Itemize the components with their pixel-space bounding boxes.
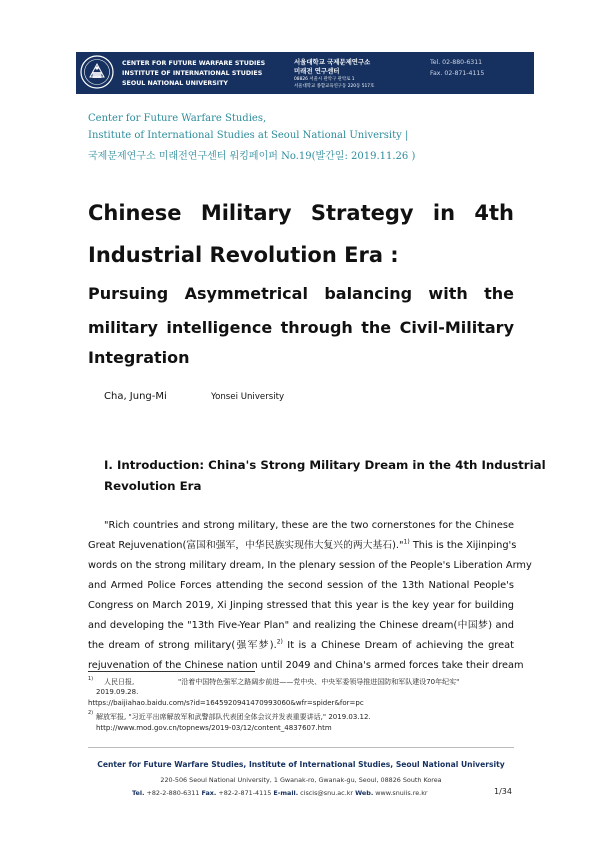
- header-institute-line: Institute of International Studies at Seoul National University |: [88, 130, 409, 141]
- author-name: Cha, Jung-Mi: [104, 391, 167, 402]
- footnote-1-number: 1): [88, 676, 94, 682]
- footer-divider: [88, 747, 514, 748]
- body-line: the dream of strong military(强军梦).$^{2)}$ It is a Chinese Dream of achieving the great: [88, 638, 514, 651]
- body-paragraph: [88, 516, 532, 676]
- banner-en-line2: INSTITUTE OF INTERNATIONAL STUDIES: [122, 70, 263, 77]
- footer-address: 220-506 Seoul National University, 1 Gwanak-ro, Gwanak-gu, Seoul, 08826 South Korea: [160, 776, 442, 784]
- body-line: Great Rejuvenation(富国和强军，中华民族实现伟大复兴的两大基石)."$^{1)}$ This is the Xijinping's: [88, 538, 517, 551]
- footnote-1-url[interactable]: https://baijiahao.baidu.com/s?id=1645920941470993060&wfr=spider&for=pc: [88, 699, 364, 707]
- footnote-divider: [88, 671, 255, 672]
- footer-institution: Center for Future Warfare Studies, Institute of International Studies, Seoul National University: [97, 760, 505, 769]
- header-working-paper-line: 국제문제연구소 미래전연구센터 워킹페이퍼 No.19(발간일: 2019.11.26 ): [88, 151, 416, 162]
- snu-seal-logo: [80, 55, 114, 89]
- body-line: words on the strong military dream, In the plenary session of the People's Liberation Army: [88, 560, 532, 571]
- paper-subtitle-line2: military intelligence through the Civil-Military: [88, 318, 514, 337]
- paper-title-line2: Industrial Revolution Era :: [88, 243, 399, 267]
- footnote-1-source: 人民日报,: [104, 678, 135, 686]
- body-line: "Rich countries and strong military, these are the two cornerstones for the Chinese: [104, 520, 514, 531]
- body-line: rejuvenation of the Chinese nation until 2049 and China's armed forces take their dream: [88, 660, 524, 671]
- footnote-2-url[interactable]: http://www.mod.gov.cn/topnews/2019-03/12/content_4837607.htm: [96, 724, 332, 732]
- banner-en-line3: SEOUL NATIONAL UNIVERSITY: [122, 80, 228, 87]
- header-center-line: Center for Future Warfare Studies,: [88, 113, 267, 124]
- footnote-2-number: 2): [88, 710, 94, 716]
- footnote-1-title: "沿着中国特色强军之路阔步前进——党中央、中央军委领导推进国防和军队建设70年纪实": [178, 678, 460, 686]
- footer-contacts: Tel. +82-2-880-6311 Fax. +82-2-871-4115 E-mail. ciscis@snu.ac.kr Web. www.snuiis.re.kr: [132, 789, 428, 797]
- footnote-2-text: 解放军报, "习近平出席解放军和武警部队代表团全体会议并发表重要讲话," 2019.03.12.: [96, 713, 371, 721]
- banner-fax: Fax. 02-871-4115: [430, 70, 485, 77]
- banner-kr-address2: 서울대학교 종합교육연구동 220동 517호: [294, 84, 375, 89]
- footnote-ref-1: 1): [403, 538, 410, 546]
- banner-en-line1: CENTER FOR FUTURE WARFARE STUDIES: [122, 60, 266, 67]
- footnote-ref-2: 2): [276, 638, 283, 646]
- body-line: and Armed Police Forces attending the second session of the 13th National People's: [88, 580, 514, 591]
- author-affiliation: Yonsei University: [211, 392, 285, 402]
- banner-kr-address1: 08826 서울시 관악구 관악로 1: [294, 77, 355, 82]
- paper-subtitle-line3: Integration: [88, 348, 190, 367]
- footnote-1-date: 2019.09.28.: [96, 688, 139, 696]
- header-banner: [76, 52, 534, 94]
- paper-title-line1: Chinese Military Strategy in 4th: [88, 201, 514, 225]
- body-line: Congress on March 2019, Xi Jinping stressed that this year is the key year for building: [88, 600, 514, 611]
- banner-kr-line2: 미래전 연구센터: [294, 67, 340, 75]
- banner-tel: Tel. 02-880-6311: [430, 59, 483, 66]
- section-heading-line2: Revolution Era: [104, 479, 202, 493]
- page-number: 1/34: [494, 787, 512, 796]
- banner-kr-line1: 서울대학교 국제문제연구소: [294, 58, 371, 66]
- body-line: and developing the "13th Five-Year Plan" and realizing the Chinese dream(中国梦) and: [88, 620, 514, 631]
- paper-subtitle-line1: Pursuing Asymmetrical balancing with the: [88, 284, 514, 303]
- section-heading-line1: Ⅰ. Introduction: China's Strong Military Dream in the 4th Industrial: [104, 458, 546, 472]
